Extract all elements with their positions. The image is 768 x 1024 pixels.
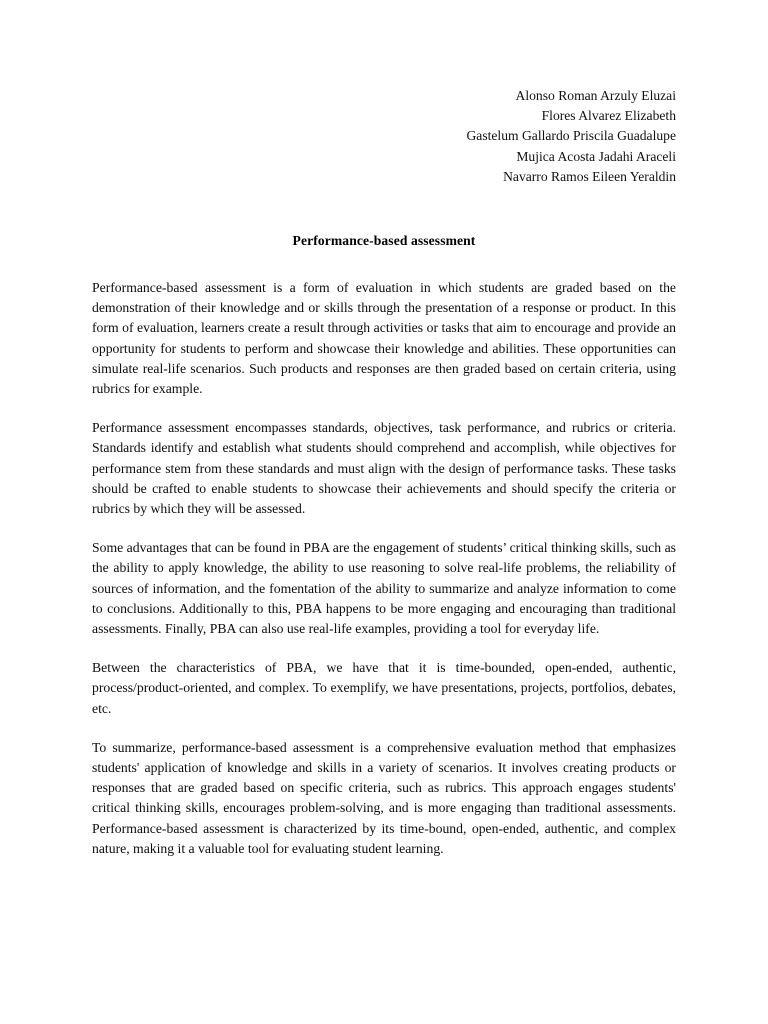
document-content	[92, 86, 676, 859]
body-paragraph: Between the characteristics of PBA, we have that it is time-bounded, open-ended, authentic, process/product-oriented, and complex. To exemplify, we have presentations, projects, portfolios, debates, etc.	[92, 660, 676, 716]
author-name: Flores Alvarez Elizabeth	[541, 108, 676, 124]
body-paragraph: Some advantages that can be found in PBA are the engagement of students’ critical thinking skills, such as the ability to apply knowledge, the ability to use reasoning to solve real-life problems, the reliability of sources of information, and the fomentation of the ability to summarize and analyze information to come to conclusions. Additionally to this, PBA happens to be more engaging and encouraging than traditional assessments. Finally, PBA can also use real-life examples, providing a tool for everyday life.	[92, 540, 676, 637]
body-paragraph: Performance assessment encompasses standards, objectives, task performance, and rubrics or criteria. Standards identify and establish what students should comprehend and accomplish, while objectives for performance stem from these standards and must align with the design of performance tasks. These tasks should be crafted to enable students to showcase their achievements and should specify the criteria or rubrics by which they will be assessed.	[92, 420, 676, 517]
body-paragraph: To summarize, performance-based assessment is a comprehensive evaluation method that emphasizes students' application of knowledge and skills in a variety of scenarios. It involves creating products or responses that are graded based on specific criteria, such as rubrics. This approach engages students' critical thinking skills, encourages problem-solving, and is more engaging than traditional assessments. Performance-based assessment is characterized by its time-bound, open-ended, authentic, and complex nature, making it a valuable tool for evaluating student learning.	[92, 739, 676, 856]
author-name: Gastelum Gallardo Priscila Guadalupe	[466, 128, 676, 144]
page-title: Performance-based assessment	[292, 233, 476, 249]
author-name: Navarro Ramos Eileen Yeraldin	[503, 168, 676, 184]
author-list	[92, 86, 676, 187]
author-name: Mujica Acosta Jadahi Araceli	[516, 148, 676, 164]
author-name: Alonso Roman Arzuly Eluzai	[515, 88, 676, 103]
body-paragraph: Performance-based assessment is a form of evaluation in which students are graded based on the demonstration of their knowledge and or skills through the presentation of a response or product. In this form of evaluation, learners create a result through activities or tasks that aim to encourage and provide an opportunity for students to perform and showcase their knowledge and abilities. These opportunities can simulate real-life scenarios. Such products and responses are then graded based on certain criteria, using rubrics for example.	[92, 280, 676, 397]
